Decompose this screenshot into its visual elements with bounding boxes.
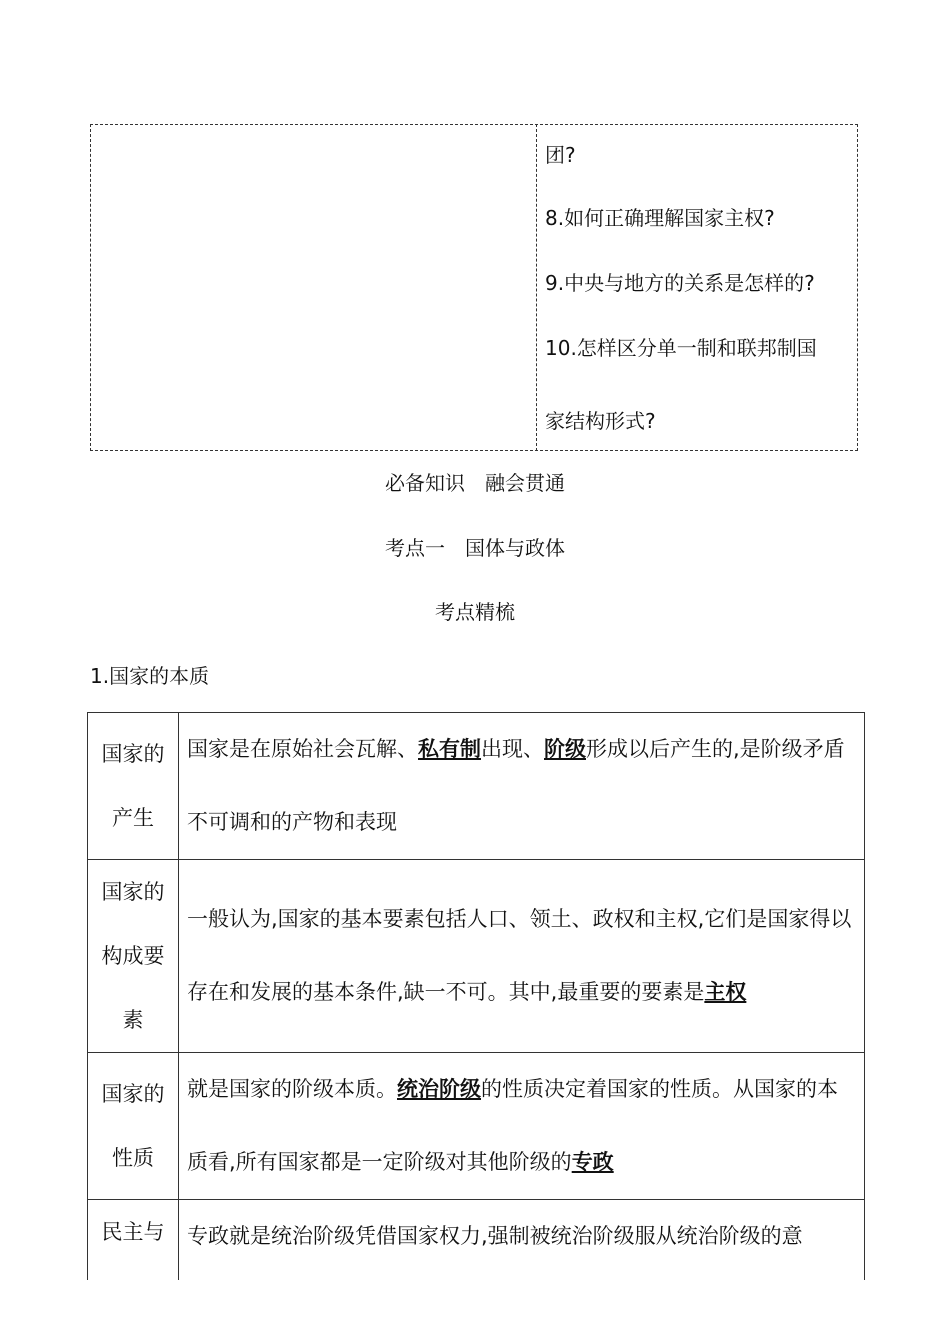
text-segment: 出现、 bbox=[481, 737, 544, 761]
question-line: 8.如何正确理解国家主权? bbox=[545, 206, 775, 230]
row-key: 国家的产生 bbox=[88, 713, 179, 860]
subsection-title: 1.国家的本质 bbox=[90, 664, 210, 688]
row-key: 民主与 bbox=[88, 1200, 179, 1280]
table-row bbox=[88, 1200, 865, 1280]
question-line: 9.中央与地方的关系是怎样的? bbox=[545, 271, 815, 295]
row-key: 国家的性质 bbox=[88, 1053, 179, 1200]
row-value bbox=[179, 1053, 865, 1200]
text-segment: 的性质决定着国家的性质。从国家的本质看,所有国家都是一定阶级对其他阶级的 bbox=[187, 1077, 838, 1174]
row-value bbox=[179, 1200, 865, 1280]
row-value bbox=[179, 860, 865, 1053]
topic-heading: 考点一 国体与政体 bbox=[385, 536, 565, 560]
dashed-divider bbox=[536, 124, 537, 451]
row-value bbox=[179, 713, 865, 860]
text-segment: 一般认为,国家的基本要素包括人口、领土、政权和主权,它们是国家得以存在和发展的基本条件,缺一不可。其中,最重要的要素是 bbox=[187, 907, 852, 1004]
question-line: 10.怎样区分单一制和联邦制国 bbox=[545, 336, 817, 360]
row-key: 国家的构成要素 bbox=[88, 860, 179, 1053]
table-row bbox=[88, 713, 865, 860]
key-term: 阶级 bbox=[544, 737, 586, 761]
key-term: 私有制 bbox=[418, 737, 481, 761]
key-term: 专政 bbox=[571, 1150, 614, 1174]
table-row bbox=[88, 1053, 865, 1200]
section-heading: 必备知识 融会贯通 bbox=[385, 471, 565, 495]
knowledge-table bbox=[87, 712, 865, 1280]
text-segment: 就是国家的阶级本质。 bbox=[187, 1077, 397, 1101]
text-segment: 国家是在原始社会瓦解、 bbox=[187, 737, 418, 761]
key-term: 主权 bbox=[704, 980, 747, 1004]
question-line: 家结构形式? bbox=[545, 409, 656, 433]
key-term: 统治阶级 bbox=[397, 1077, 481, 1101]
text-segment: 形成以后产生的,是阶级矛盾不可调和的产物和表现 bbox=[187, 737, 845, 834]
text-segment: 专政就是统治阶级凭借国家权力,强制被统治阶级服从统治阶级的意 bbox=[187, 1224, 803, 1248]
sub-heading: 考点精梳 bbox=[435, 600, 515, 624]
question-line: 团? bbox=[545, 143, 576, 167]
table-row bbox=[88, 860, 865, 1053]
